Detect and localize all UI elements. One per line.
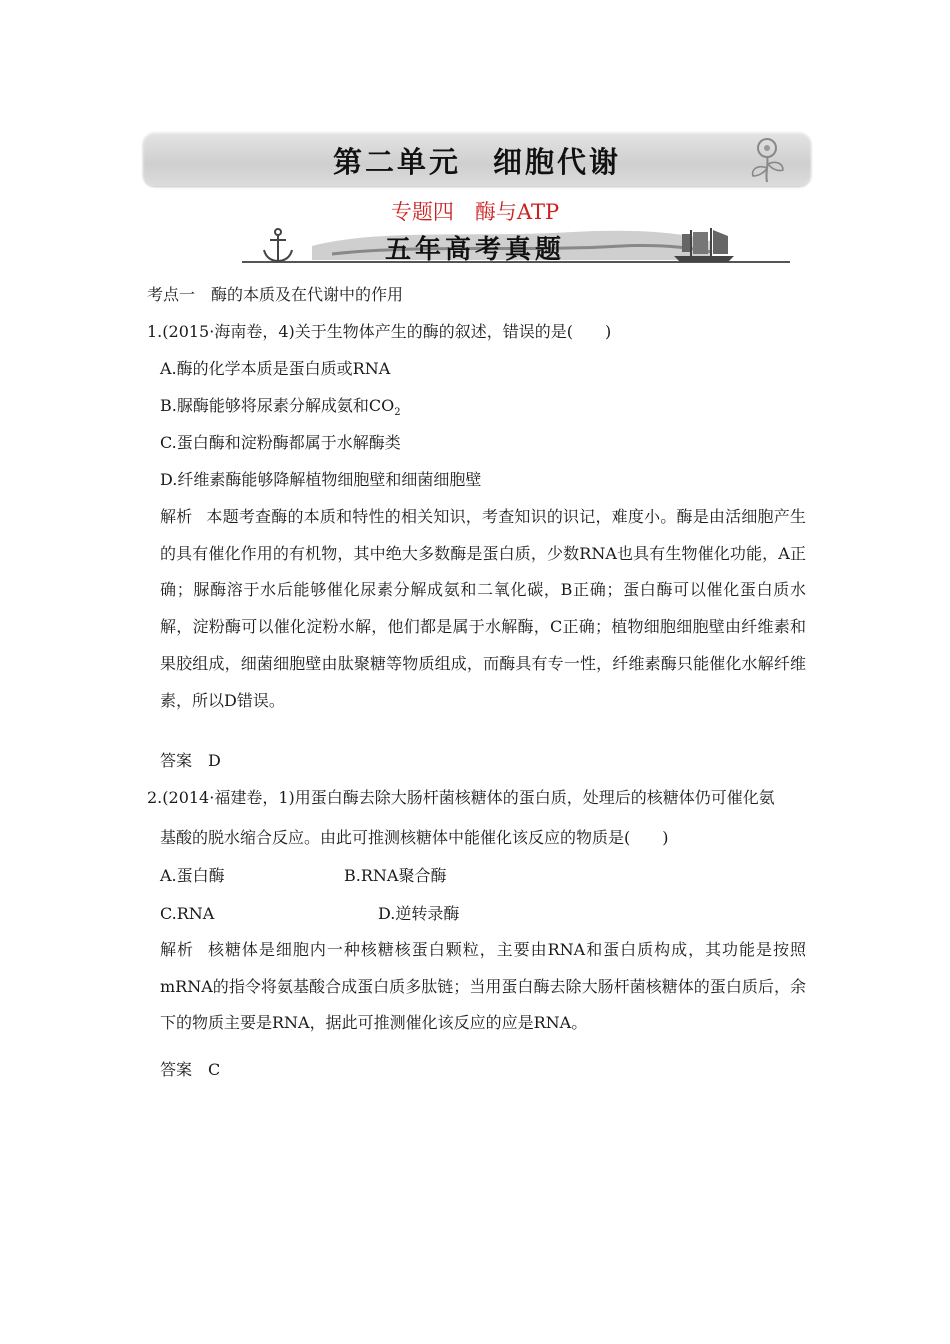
question-2-option-d: D.逆转录酶	[378, 904, 460, 923]
question-1-stem: 1.(2015·海南卷，4)关于生物体产生的酶的叙述，错误的是( )	[147, 322, 612, 341]
question-1-option-c: C.蛋白酶和淀粉酶都属于水解酶类	[160, 433, 401, 452]
unit-title: 第二单元 细胞代谢	[332, 145, 621, 179]
question-2-option-b: B.RNA聚合酶	[344, 866, 447, 885]
question-2-option-c: C.RNA	[160, 904, 215, 923]
stamp-title: 五年高考真题	[384, 235, 565, 265]
analysis-label: 解析	[160, 507, 193, 526]
question-2-answer: 答案 C	[160, 1060, 221, 1079]
question-2-stem-line1: 2.(2014·福建卷，1)用蛋白酶去除大肠杆菌核糖体的蛋白质，处理后的核糖体仍可催化氨	[147, 788, 775, 807]
section-heading: 考点一 酶的本质及在代谢中的作用	[147, 285, 404, 304]
question-1-answer: 答案 D	[160, 751, 221, 770]
question-2-stem-line2: 基酸的脱水缩合反应。由此可推测核糖体中能催化该反应的物质是( )	[160, 828, 669, 847]
topic-title: 专题四 酶与ATP	[390, 200, 560, 224]
question-2-analysis: 解析 核糖体是细胞内一种核糖核蛋白颗粒，主要由RNA和蛋白质构成，其功能是按照mRNA的指令将氨基酸合成蛋白质多肽链；当用蛋白酶去除大肠杆菌核糖体的蛋白质后，余下的物质主要是RNA，据此可推测催化该反应的应是RNA。	[160, 940, 806, 1033]
flower-icon	[743, 134, 791, 184]
analysis-label: 解析	[160, 940, 194, 959]
question-2-option-a: A.蛋白酶	[160, 866, 225, 885]
question-1-option-a: A.酶的化学本质是蛋白质或RNA	[160, 359, 391, 378]
question-1-option-d: D.纤维素酶能够降解植物细胞壁和细菌细胞壁	[160, 470, 482, 489]
question-1-analysis: 解析 本题考查酶的本质和特性的相关知识，考查知识的识记，难度小。酶是由活细胞产生的具有催化作用的有机物，其中绝大多数酶是蛋白质，少数RNA也具有生物催化功能，A正确；脲酶溶于水后能够催化尿素分解成氨和二氧化碳，B正确；蛋白酶可以催化蛋白质水解，淀粉酶可以催化淀粉水解，他们都是属于水解酶，C正确；植物细胞细胞壁由纤维素和果胶组成，细菌细胞壁由肽聚糖等物质组成，而酶具有专一性，纤维素酶只能催化水解纤维素，所以D错误。	[160, 507, 806, 710]
question-1-option-b: B.脲酶能够将尿素分解成氨和$CO_2$	[160, 396, 401, 419]
unit-banner	[143, 132, 811, 186]
